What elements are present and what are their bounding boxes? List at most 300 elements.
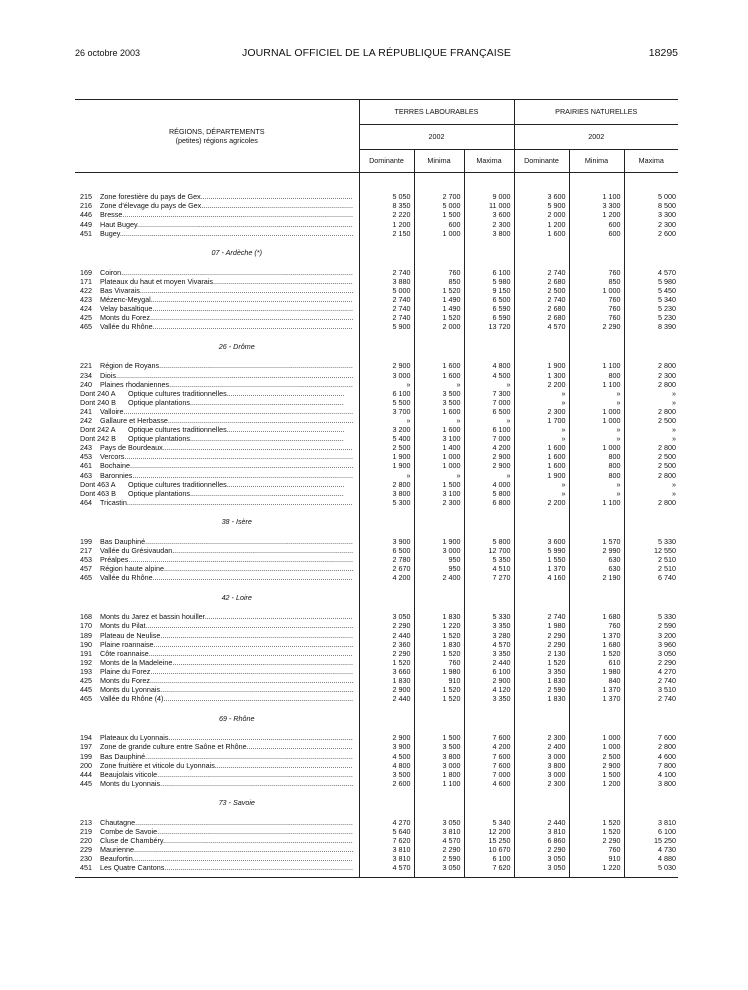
value-maxima-terres: 12 700 xyxy=(464,547,514,556)
value-maxima-prairies: 4 600 xyxy=(624,752,678,761)
value-minima-prairies: 600 xyxy=(569,229,624,238)
value-maxima-prairies: 3 810 xyxy=(624,819,678,828)
value-maxima-terres: 10 670 xyxy=(464,846,514,855)
value-minima-prairies: 2 290 xyxy=(569,837,624,846)
value-dominante-prairies: 2 740 xyxy=(514,613,569,622)
region-cell xyxy=(75,846,359,855)
value-dominante-terres: 5 640 xyxy=(359,828,414,837)
value-dominante-prairies: 3 800 xyxy=(514,761,569,770)
region-code: 444 xyxy=(80,770,92,779)
value-minima-terres: 1 520 xyxy=(414,314,464,323)
region-cell xyxy=(75,408,359,417)
value-maxima-prairies: 3 510 xyxy=(624,686,678,695)
region-code: 171 xyxy=(80,277,92,286)
value-maxima-prairies: 2 590 xyxy=(624,622,678,631)
value-minima-terres: 3 500 xyxy=(414,399,464,408)
value-minima-terres: 950 xyxy=(414,556,464,565)
region-name: Plateaux du Lyonnais ..... xyxy=(100,734,353,743)
value-maxima-prairies: » xyxy=(624,480,678,489)
value-dominante-terres: 2 800 xyxy=(359,480,414,489)
table-row xyxy=(75,864,678,873)
value-dominante-prairies: 3 810 xyxy=(514,828,569,837)
region-name: Zone fruitière et viticole du Lyonnais ..... xyxy=(100,762,353,771)
value-maxima-prairies: 15 250 xyxy=(624,837,678,846)
value-minima-prairies: 1 520 xyxy=(569,828,624,837)
value-minima-prairies: 1 520 xyxy=(569,649,624,658)
value-minima-terres: » xyxy=(414,417,464,426)
value-maxima-prairies: 2 800 xyxy=(624,499,678,508)
table-row xyxy=(75,426,678,435)
value-maxima-terres: 4 800 xyxy=(464,362,514,371)
value-maxima-terres: 7 270 xyxy=(464,574,514,583)
value-minima-prairies: » xyxy=(569,426,624,435)
region-code: Dont 240 A xyxy=(80,389,116,398)
region-code: 465 xyxy=(80,694,92,704)
value-maxima-prairies: 2 500 xyxy=(624,453,678,462)
value-dominante-prairies: 1 520 xyxy=(514,659,569,668)
value-minima-prairies: 1 100 xyxy=(569,193,624,202)
value-dominante-prairies: 5 990 xyxy=(514,547,569,556)
value-dominante-prairies: 2 500 xyxy=(514,287,569,296)
region-code: 170 xyxy=(80,622,92,631)
value-minima-prairies: 1 000 xyxy=(569,444,624,453)
region-name: Baronnies ..... xyxy=(100,472,353,481)
value-minima-terres: 1 520 xyxy=(414,631,464,640)
region-cell xyxy=(75,819,359,828)
value-maxima-terres: 5 350 xyxy=(464,556,514,565)
value-maxima-terres: 7 600 xyxy=(464,734,514,743)
table-row xyxy=(75,417,678,426)
value-maxima-prairies: 12 550 xyxy=(624,547,678,556)
value-maxima-terres: 5 800 xyxy=(464,538,514,547)
region-cell xyxy=(75,323,359,332)
value-maxima-terres: 6 100 xyxy=(464,268,514,277)
value-minima-terres: 1 520 xyxy=(414,287,464,296)
table-row xyxy=(75,229,678,238)
table-row xyxy=(75,837,678,846)
region-code: 216 xyxy=(80,202,92,211)
value-minima-prairies: 1 980 xyxy=(569,668,624,677)
value-dominante-prairies: 6 860 xyxy=(514,837,569,846)
value-maxima-terres: 3 280 xyxy=(464,631,514,640)
region-cell xyxy=(75,462,359,471)
department-title: 38 - Isère xyxy=(221,517,252,527)
value-minima-terres: 4 570 xyxy=(414,837,464,846)
value-minima-terres: 3 050 xyxy=(414,864,464,873)
value-dominante-terres: 3 900 xyxy=(359,743,414,752)
table-row xyxy=(75,287,678,296)
table-row xyxy=(75,547,678,556)
value-maxima-prairies: 2 290 xyxy=(624,659,678,668)
value-minima-terres: 1 500 xyxy=(414,480,464,489)
region-cell xyxy=(75,631,359,640)
value-dominante-terres: 2 670 xyxy=(359,565,414,574)
value-minima-prairies: 1 100 xyxy=(569,362,624,371)
value-maxima-terres: 6 100 xyxy=(464,668,514,677)
region-name: Pays de Bourdeaux ..... xyxy=(100,444,353,453)
value-maxima-prairies: 4 880 xyxy=(624,855,678,864)
value-minima-prairies: 760 xyxy=(569,314,624,323)
region-name: Zone d'élevage du pays de Gex ..... xyxy=(100,202,353,211)
region-code: 220 xyxy=(80,836,92,846)
value-maxima-terres: 7 000 xyxy=(464,435,514,444)
value-minima-terres: 1 520 xyxy=(414,649,464,658)
region-name: Combe de Savoie ..... xyxy=(100,828,353,837)
value-dominante-prairies: 3 600 xyxy=(514,538,569,547)
region-name: Bas Dauphiné ..... xyxy=(100,538,353,547)
value-minima-terres: 1 500 xyxy=(414,734,464,743)
value-minima-terres: 3 000 xyxy=(414,761,464,770)
value-dominante-terres: 6 500 xyxy=(359,547,414,556)
value-minima-prairies: 2 500 xyxy=(569,752,624,761)
value-maxima-prairies: 5 230 xyxy=(624,314,678,323)
value-minima-terres: 2 300 xyxy=(414,499,464,508)
region-name: Diois ..... xyxy=(100,372,353,381)
value-dominante-terres: 4 570 xyxy=(359,864,414,873)
value-maxima-prairies: 5 980 xyxy=(624,278,678,287)
region-code: 168 xyxy=(80,613,92,622)
table-row xyxy=(75,499,678,508)
value-maxima-terres: 4 600 xyxy=(464,780,514,789)
value-minima-prairies: 1 000 xyxy=(569,287,624,296)
region-code: 465 xyxy=(80,574,92,583)
department-heading-row xyxy=(75,332,678,362)
region-name: Plaine du Forez ..... xyxy=(100,668,353,677)
value-minima-terres: 1 100 xyxy=(414,780,464,789)
value-minima-terres: 3 050 xyxy=(414,819,464,828)
value-dominante-prairies: 2 000 xyxy=(514,211,569,220)
value-dominante-prairies: 3 050 xyxy=(514,855,569,864)
region-name: Région de Royans ..... xyxy=(100,362,353,371)
value-dominante-terres: 3 900 xyxy=(359,538,414,547)
value-dominante-prairies: 1 830 xyxy=(514,695,569,704)
region-name: Optique plantations ..... xyxy=(128,399,344,408)
table-row xyxy=(75,695,678,704)
region-name: Beaujolais viticole ..... xyxy=(100,771,353,780)
table-row xyxy=(75,268,678,277)
region-name: Monts du Jarez et bassin houiller ..... xyxy=(100,613,353,622)
publication-date: 26 octobre 2003 xyxy=(75,48,141,58)
value-dominante-prairies: 2 200 xyxy=(514,499,569,508)
value-minima-terres: 1 600 xyxy=(414,408,464,417)
value-dominante-terres: 2 220 xyxy=(359,211,414,220)
value-minima-prairies: » xyxy=(569,389,624,398)
value-dominante-prairies: 2 680 xyxy=(514,314,569,323)
table-row xyxy=(75,371,678,380)
region-name: Valloire ..... xyxy=(100,408,353,417)
region-name: Cluse de Chambéry ..... xyxy=(100,837,353,846)
value-maxima-terres: 6 100 xyxy=(464,426,514,435)
value-minima-terres: 3 100 xyxy=(414,489,464,498)
region-name: Bas Dauphiné ..... xyxy=(100,753,353,762)
value-minima-prairies: 1 370 xyxy=(569,631,624,640)
value-dominante-prairies: 1 370 xyxy=(514,565,569,574)
value-dominante-terres: 2 600 xyxy=(359,780,414,789)
region-name: Chautagne ..... xyxy=(100,819,353,828)
journal-title: JOURNAL OFFICIEL DE LA RÉPUBLIQUE FRANÇAISE xyxy=(242,47,511,59)
region-code: 219 xyxy=(80,827,92,836)
region-name: Région haute alpine ..... xyxy=(100,565,353,574)
value-dominante-terres: 4 270 xyxy=(359,819,414,828)
region-code: Dont 242 B xyxy=(80,434,116,444)
value-dominante-terres: 2 500 xyxy=(359,444,414,453)
table-row xyxy=(75,686,678,695)
region-name: Coiron ..... xyxy=(100,269,353,278)
value-minima-prairies: 800 xyxy=(569,462,624,471)
value-maxima-prairies: 4 270 xyxy=(624,668,678,677)
value-minima-prairies: 1 220 xyxy=(569,864,624,873)
region-code: 465 xyxy=(80,323,92,332)
value-minima-prairies: 630 xyxy=(569,556,624,565)
value-maxima-prairies: » xyxy=(624,399,678,408)
value-maxima-prairies: 2 740 xyxy=(624,695,678,704)
region-cell xyxy=(75,547,359,556)
region-name: Monts du Forez ..... xyxy=(100,314,353,323)
value-dominante-prairies: 2 680 xyxy=(514,305,569,314)
value-maxima-prairies: » xyxy=(624,389,678,398)
value-dominante-terres: 3 810 xyxy=(359,846,414,855)
value-dominante-prairies: 4 570 xyxy=(514,323,569,332)
value-dominante-terres: 4 200 xyxy=(359,574,414,583)
value-maxima-terres: 5 330 xyxy=(464,613,514,622)
table-row xyxy=(75,613,678,622)
table-row xyxy=(75,305,678,314)
value-dominante-prairies: 3 000 xyxy=(514,770,569,779)
value-maxima-prairies: » xyxy=(624,489,678,498)
value-maxima-terres: 5 800 xyxy=(464,489,514,498)
table-row xyxy=(75,556,678,565)
region-code: 193 xyxy=(80,667,92,676)
value-minima-terres: 1 600 xyxy=(414,362,464,371)
department-title: 69 - Rhône xyxy=(218,713,255,723)
region-cell xyxy=(75,389,359,398)
region-code: 446 xyxy=(80,211,92,220)
region-column-header xyxy=(75,100,359,173)
value-dominante-terres: 3 660 xyxy=(359,668,414,677)
value-maxima-prairies: 7 800 xyxy=(624,761,678,770)
value-dominante-prairies: 2 130 xyxy=(514,649,569,658)
value-dominante-prairies: 1 550 xyxy=(514,556,569,565)
value-maxima-prairies: 2 510 xyxy=(624,556,678,565)
value-maxima-terres: 7 600 xyxy=(464,752,514,761)
value-dominante-prairies: 1 200 xyxy=(514,220,569,229)
region-header-line2: (petites) régions agricoles xyxy=(175,136,258,145)
value-maxima-terres: 12 200 xyxy=(464,828,514,837)
value-maxima-terres: 11 000 xyxy=(464,202,514,211)
value-dominante-prairies: 1 900 xyxy=(514,471,569,480)
value-minima-prairies: 1 000 xyxy=(569,408,624,417)
region-cell xyxy=(75,538,359,547)
value-minima-terres: 600 xyxy=(414,220,464,229)
value-minima-terres: 1 000 xyxy=(414,229,464,238)
value-maxima-terres: 6 500 xyxy=(464,296,514,305)
value-dominante-terres: 5 900 xyxy=(359,323,414,332)
region-cell xyxy=(75,371,359,380)
value-maxima-prairies: 2 740 xyxy=(624,677,678,686)
value-minima-prairies: » xyxy=(569,399,624,408)
value-maxima-terres: 15 250 xyxy=(464,837,514,846)
region-cell xyxy=(75,193,359,202)
table-row xyxy=(75,278,678,287)
value-minima-terres: 1 490 xyxy=(414,296,464,305)
value-dominante-terres: 3 200 xyxy=(359,426,414,435)
region-cell xyxy=(75,202,359,211)
region-code: 192 xyxy=(80,658,92,667)
value-dominante-terres: 2 740 xyxy=(359,268,414,277)
value-minima-prairies: 1 370 xyxy=(569,695,624,704)
table-row xyxy=(75,752,678,761)
value-maxima-prairies: 3 300 xyxy=(624,211,678,220)
value-minima-terres: 3 000 xyxy=(414,547,464,556)
region-name: Monts du Pilat ..... xyxy=(100,622,353,631)
value-maxima-terres: 2 900 xyxy=(464,462,514,471)
region-name: Plaine roannaise ..... xyxy=(100,641,353,650)
region-code: Dont 240 B xyxy=(80,398,116,407)
value-minima-terres: 1 000 xyxy=(414,453,464,462)
table-row xyxy=(75,314,678,323)
value-maxima-prairies: 5 030 xyxy=(624,864,678,873)
region-name: Monts de la Madeleine ..... xyxy=(100,659,353,668)
region-cell xyxy=(75,780,359,789)
col-dominante-prairies: Dominante xyxy=(514,150,569,173)
value-dominante-prairies: 1 900 xyxy=(514,362,569,371)
value-minima-terres: 1 520 xyxy=(414,686,464,695)
value-minima-prairies: 600 xyxy=(569,220,624,229)
value-minima-terres: 1 800 xyxy=(414,770,464,779)
value-dominante-terres: 2 780 xyxy=(359,556,414,565)
terres-labourables-header: TERRES LABOURABLES xyxy=(359,100,514,125)
table-row xyxy=(75,640,678,649)
value-dominante-terres: 2 440 xyxy=(359,695,414,704)
value-maxima-prairies: 2 800 xyxy=(624,362,678,371)
value-dominante-prairies: 2 740 xyxy=(514,296,569,305)
value-dominante-terres: 2 440 xyxy=(359,631,414,640)
value-maxima-terres: 4 120 xyxy=(464,686,514,695)
value-dominante-terres: 1 200 xyxy=(359,220,414,229)
value-minima-prairies: 630 xyxy=(569,565,624,574)
value-minima-terres: 2 000 xyxy=(414,323,464,332)
table-row xyxy=(75,538,678,547)
value-minima-terres: 910 xyxy=(414,677,464,686)
value-minima-prairies: 2 290 xyxy=(569,323,624,332)
value-maxima-terres: » xyxy=(464,380,514,389)
region-code: Dont 463 B xyxy=(80,489,116,498)
value-dominante-prairies: 2 740 xyxy=(514,268,569,277)
value-maxima-terres: 6 590 xyxy=(464,314,514,323)
value-dominante-prairies: 2 590 xyxy=(514,686,569,695)
value-maxima-terres: 3 600 xyxy=(464,211,514,220)
value-minima-terres: » xyxy=(414,380,464,389)
region-cell xyxy=(75,453,359,462)
region-cell xyxy=(75,770,359,779)
value-dominante-terres: 2 900 xyxy=(359,686,414,695)
value-maxima-prairies: 3 200 xyxy=(624,631,678,640)
table-row xyxy=(75,408,678,417)
table-row xyxy=(75,828,678,837)
value-maxima-prairies: 2 800 xyxy=(624,408,678,417)
value-maxima-terres: 9 150 xyxy=(464,287,514,296)
value-maxima-terres: 3 350 xyxy=(464,649,514,658)
region-cell xyxy=(75,613,359,622)
region-code: 215 xyxy=(80,193,92,202)
region-cell xyxy=(75,677,359,686)
value-minima-terres: 3 500 xyxy=(414,743,464,752)
table-row xyxy=(75,362,678,371)
table-row xyxy=(75,399,678,408)
spacer-row xyxy=(75,173,678,194)
value-minima-terres: 3 500 xyxy=(414,389,464,398)
table-row xyxy=(75,211,678,220)
value-dominante-terres: 2 900 xyxy=(359,362,414,371)
value-maxima-prairies: 5 330 xyxy=(624,538,678,547)
department-title: 42 - Loire xyxy=(221,592,252,602)
value-minima-terres: 1 400 xyxy=(414,444,464,453)
value-maxima-terres: 4 200 xyxy=(464,444,514,453)
value-maxima-terres: 5 340 xyxy=(464,819,514,828)
table-row xyxy=(75,296,678,305)
value-maxima-terres: 2 440 xyxy=(464,659,514,668)
region-code: 453 xyxy=(80,453,92,462)
value-dominante-terres: 3 000 xyxy=(359,371,414,380)
region-cell xyxy=(75,622,359,631)
value-maxima-prairies: 6 740 xyxy=(624,574,678,583)
region-cell xyxy=(75,229,359,238)
value-minima-terres: 2 290 xyxy=(414,846,464,855)
value-minima-prairies: 760 xyxy=(569,268,624,277)
region-code: 422 xyxy=(80,286,92,295)
value-minima-terres: 3 810 xyxy=(414,828,464,837)
value-minima-terres: 2 590 xyxy=(414,855,464,864)
region-code: 199 xyxy=(80,752,92,761)
region-cell xyxy=(75,649,359,658)
region-cell xyxy=(75,659,359,668)
value-minima-terres: 5 000 xyxy=(414,202,464,211)
value-dominante-prairies: 1 600 xyxy=(514,444,569,453)
value-dominante-terres: » xyxy=(359,417,414,426)
value-maxima-terres: 4 510 xyxy=(464,565,514,574)
value-minima-terres: 1 600 xyxy=(414,371,464,380)
value-minima-prairies: 1 520 xyxy=(569,819,624,828)
value-minima-terres: 760 xyxy=(414,268,464,277)
region-name: Optique cultures traditionnelles ..... xyxy=(128,481,344,490)
value-minima-prairies: » xyxy=(569,480,624,489)
region-cell xyxy=(75,556,359,565)
value-maxima-prairies: 4 100 xyxy=(624,770,678,779)
region-cell xyxy=(75,399,359,408)
value-dominante-terres: 5 000 xyxy=(359,287,414,296)
value-minima-prairies: 800 xyxy=(569,453,624,462)
value-minima-prairies: » xyxy=(569,435,624,444)
value-dominante-terres: 3 800 xyxy=(359,489,414,498)
value-dominante-terres: 3 810 xyxy=(359,855,414,864)
value-maxima-terres: 3 800 xyxy=(464,229,514,238)
region-name: Bochaine ..... xyxy=(100,462,353,471)
region-cell xyxy=(75,435,359,444)
region-name: Bas Vivarais ..... xyxy=(100,287,353,296)
value-minima-prairies: 1 000 xyxy=(569,743,624,752)
value-maxima-terres: 13 720 xyxy=(464,323,514,332)
value-dominante-prairies: 3 050 xyxy=(514,864,569,873)
value-maxima-terres: » xyxy=(464,417,514,426)
value-minima-terres: 3 800 xyxy=(414,752,464,761)
region-cell xyxy=(75,686,359,695)
region-name: Beaufortin ..... xyxy=(100,855,353,864)
value-maxima-terres: 2 300 xyxy=(464,220,514,229)
department-heading-row xyxy=(75,704,678,734)
table-row xyxy=(75,668,678,677)
region-code: 464 xyxy=(80,498,92,507)
table-row xyxy=(75,380,678,389)
